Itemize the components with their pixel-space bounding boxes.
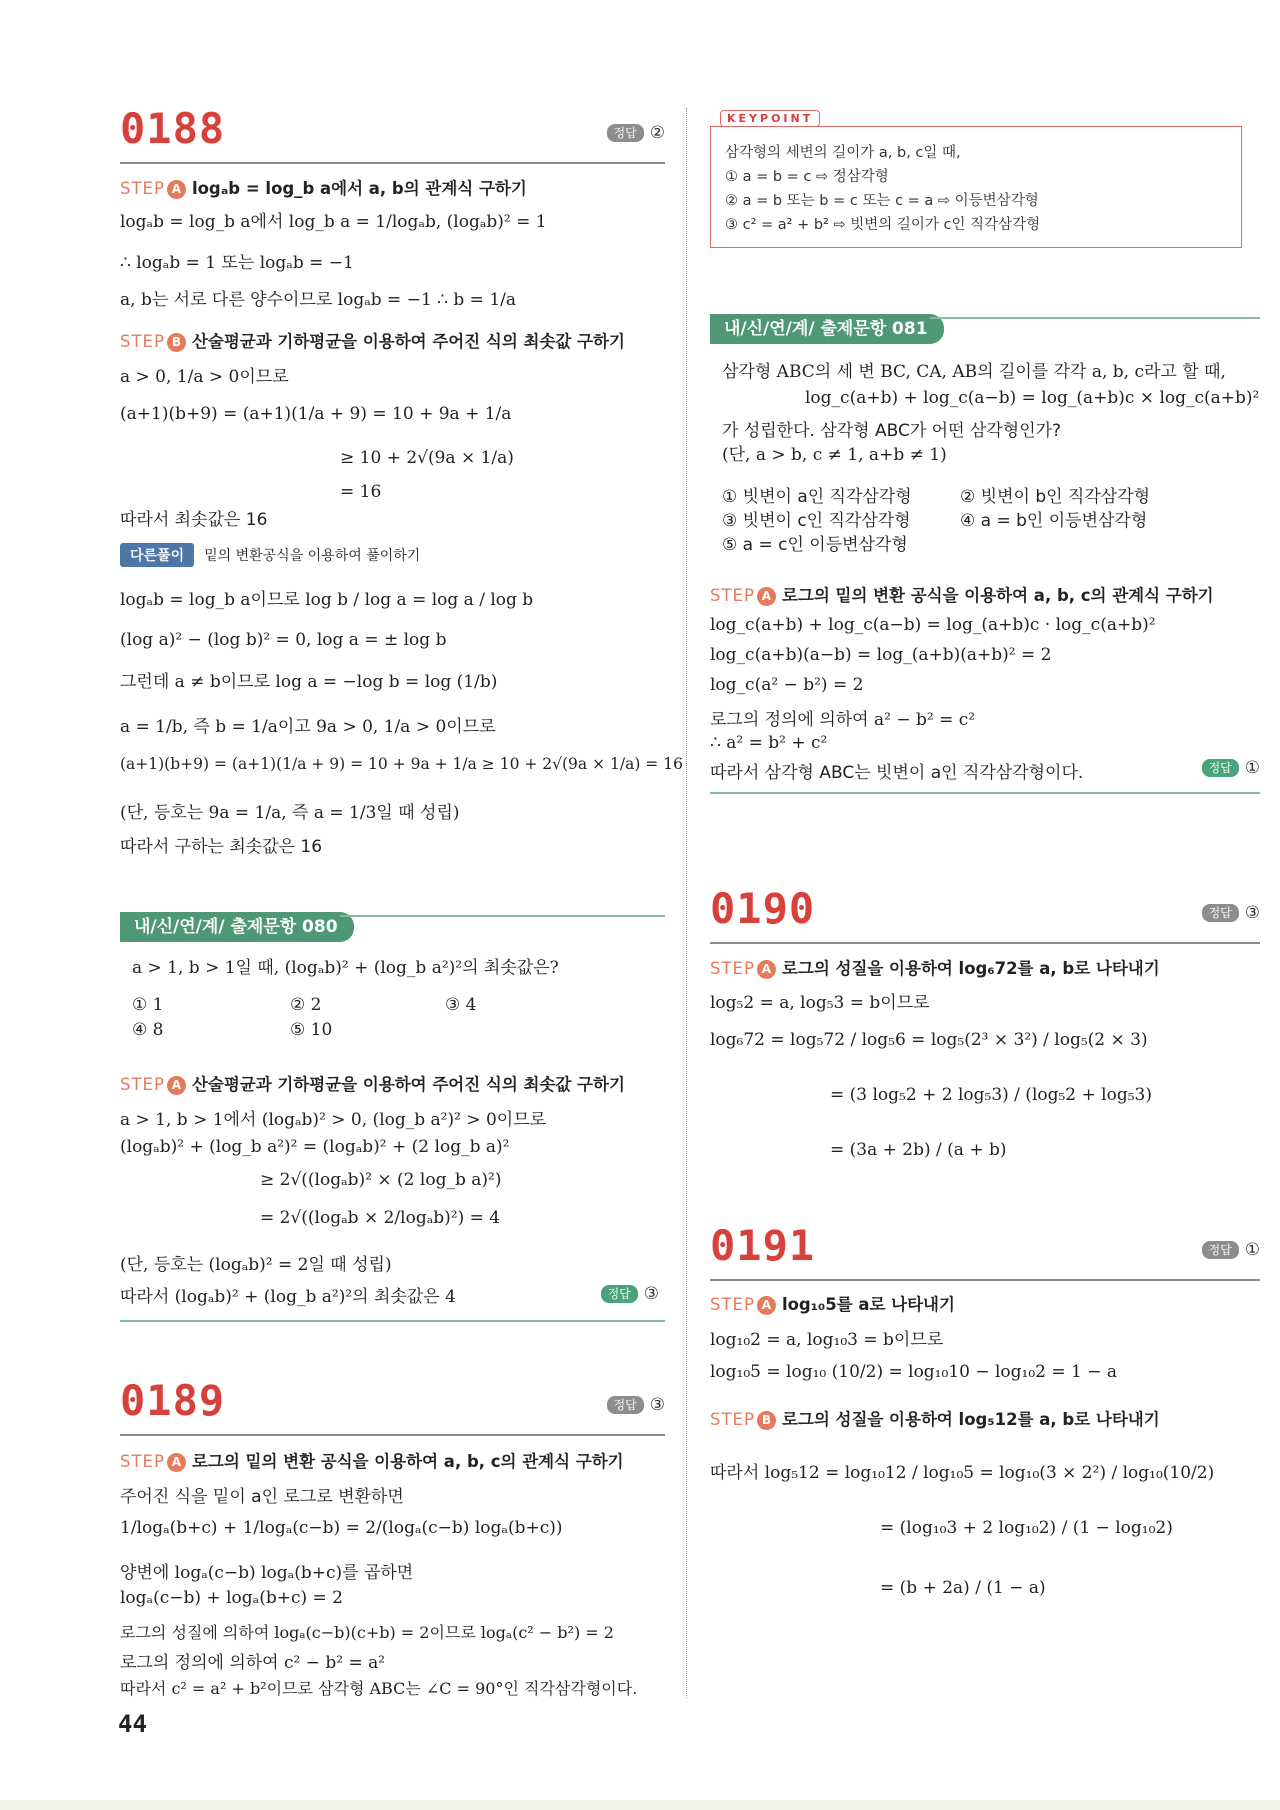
section-label: 내/신/연/계/ 출제문항 081 (710, 314, 944, 344)
solution-line: log_c(a² − b²) = 2 (710, 675, 864, 695)
solution-line: a, b는 서로 다른 양수이므로 logₐb = −1 ∴ b = 1/a (120, 290, 517, 310)
solution-line: 로그의 정의에 의하여 c² − b² = a² (120, 1653, 386, 1673)
choice: ② 2 (290, 995, 322, 1015)
header-rule (710, 1279, 1260, 1281)
solution-line: a > 0, 1/a > 0이므로 (120, 367, 289, 387)
answer-box (607, 1395, 665, 1415)
alt-line: (a+1)(b+9) = (a+1)(1/a + 9) = 10 + 9a + 1/a ≥ 10 + 2√(9a × 1/a) = 16 (120, 755, 683, 773)
question-text: a > 1, b > 1일 때, (logₐb)² + (log_b a²)²의 최솟값은? (132, 958, 559, 978)
solution-line: (단, 등호는 (logₐb)² = 2일 때 성립) (120, 1255, 392, 1275)
solution-line: (logₐb)² + (log_b a²)² = (logₐb)² + (2 log_b a)² (120, 1137, 510, 1157)
answer-value: ③ (1244, 903, 1260, 923)
answer-box (1202, 903, 1260, 923)
solution-line: ∴ logₐb = 1 또는 logₐb = −1 (120, 253, 354, 273)
solution-line: log₁₀5 = log₁₀ (10/2) = log₁₀10 − log₁₀2 = 1 − a (710, 1362, 1118, 1382)
solution-line: 따라서 log₅12 = log₁₀12 / log₁₀5 = log₁₀(3 × 2²) / log₁₀(10/2) (710, 1463, 1215, 1483)
choice: ③ 4 (445, 995, 477, 1015)
answer-value: ① (1244, 1240, 1260, 1260)
keypoint-box (710, 126, 1242, 248)
problem-number: 0190 (710, 884, 816, 933)
solution-line: a > 1, b > 1에서 (logₐb)² > 0, (log_b a²)² > 0이므로 (120, 1110, 547, 1130)
column-divider (686, 108, 687, 1698)
header-rule (120, 1434, 665, 1436)
step-a-heading: STEP A 로그의 성질을 이용하여 log₆72를 a, b로 나타내기 (710, 959, 1160, 978)
section-label: 내/신/연/계/ 출제문항 080 (120, 912, 354, 942)
alt-line: 따라서 구하는 최솟값은 16 (120, 837, 323, 857)
solution-line: log₆72 = log₅72 / log₅6 = log₅(2³ × 3²) / log₅(2 × 3) (710, 1030, 1148, 1050)
alternative-solution-tag: 다른풀이 밑의 변환공식을 이용하여 풀이하기 (120, 543, 420, 567)
solution-line: 양변에 logₐ(c−b) logₐ(b+c)를 곱하면 (120, 1563, 414, 1583)
alt-line: (단, 등호는 9a = 1/a, 즉 a = 1/3일 때 성립) (120, 803, 460, 823)
problem-0188-header (120, 104, 665, 153)
step-a-heading: STEP A 로그의 밑의 변환 공식을 이용하여 a, b, c의 관계식 구하기 (120, 1452, 624, 1471)
alt-line: (log a)² − (log b)² = 0, log a = ± log b (120, 630, 447, 650)
keypoint-line: ③ c² = a² + b² ⇨ 빗변의 길이가 c인 직각삼각형 (725, 217, 1041, 233)
solution-line: ∴ a² = b² + c² (710, 733, 828, 753)
answer-label: 정답 (1202, 1241, 1239, 1259)
problem-0191-header (710, 1221, 1260, 1270)
solution-line: = 2√((logₐb × 2/logₐb)²) = 4 (260, 1208, 501, 1228)
solution-line: = 16 (340, 482, 382, 502)
answer-box (1202, 1240, 1260, 1260)
answer-label: 정답 (601, 1285, 638, 1303)
alt-line: logₐb = log_b a이므로 log b / log a = log a / log b (120, 590, 534, 610)
solution-line: ≥ 10 + 2√(9a × 1/a) (340, 448, 514, 468)
problem-number: 0189 (120, 1376, 226, 1425)
answer-value: ① (1244, 758, 1260, 778)
step-a-heading: STEP A logₐb = log_b a에서 a, b의 관계식 구하기 (120, 179, 527, 198)
solution-line: 따라서 삼각형 ABC는 빗변이 a인 직각삼각형이다. (710, 763, 1084, 783)
step-b-heading: STEP B 산술평균과 기하평균을 이용하여 주어진 식의 최솟값 구하기 (120, 332, 625, 351)
answer-value: ③ (643, 1284, 659, 1304)
solution-line: log_c(a+b) + log_c(a−b) = log_(a+b)c · log_c(a+b)² (710, 615, 1156, 635)
solution-line: 주어진 식을 밑이 a인 로그로 변환하면 (120, 1487, 404, 1507)
alt-line: a = 1/b, 즉 b = 1/a이고 9a > 0, 1/a > 0이므로 (120, 717, 496, 737)
answer-value: ③ (649, 1395, 665, 1415)
question-line: log_c(a+b) + log_c(a−b) = log_(a+b)c × log_c(a+b)² (805, 388, 1260, 408)
answer-label: 정답 (1202, 904, 1239, 922)
choice: ④ 8 (132, 1020, 164, 1040)
step-a-heading: STEP A 산술평균과 기하평균을 이용하여 주어진 식의 최솟값 구하기 (120, 1075, 625, 1094)
choice: ⑤ 10 (290, 1020, 333, 1040)
keypoint-line: ① a = b = c ⇨ 정삼각형 (725, 169, 889, 185)
answer-value: ② (649, 123, 665, 143)
step-a-heading: STEP A log₁₀5를 a로 나타내기 (710, 1295, 955, 1314)
solution-line: 로그의 정의에 의하여 a² − b² = c² (710, 710, 976, 730)
choice: ⑤ a = c인 이등변삼각형 (722, 535, 908, 555)
choice: ③ 빗변이 c인 직각삼각형 (722, 511, 911, 531)
problem-number: 0188 (120, 104, 226, 153)
answer-label: 정답 (607, 124, 644, 142)
problem-0190-header (710, 884, 1260, 933)
problem-number: 0191 (710, 1221, 816, 1270)
keypoint-line: ② a = b 또는 b = c 또는 c = a ⇨ 이등변삼각형 (725, 193, 1039, 209)
keypoint-line: 삼각형의 세변의 길이가 a, b, c일 때, (725, 145, 961, 161)
solution-line: = (b + 2a) / (1 − a) (880, 1578, 1046, 1598)
answer-box (607, 123, 665, 143)
solution-line: (a+1)(b+9) = (a+1)(1/a + 9) = 10 + 9a + 1/a (120, 404, 512, 424)
keypoint-label: KEYPOINT (720, 110, 820, 127)
answer-box (1202, 758, 1260, 778)
question-line: 가 성립한다. 삼각형 ABC가 어떤 삼각형인가? (722, 421, 1062, 441)
solution-line: 따라서 (logₐb)² + (log_b a²)²의 최솟값은 4 (120, 1287, 456, 1307)
choice: ② 빗변이 b인 직각삼각형 (960, 487, 1151, 507)
choice: ④ a = b인 이등변삼각형 (960, 511, 1148, 531)
problem-0189-header (120, 1376, 665, 1425)
header-rule (710, 942, 1260, 944)
solution-line: = (3 log₅2 + 2 log₅3) / (log₅2 + log₅3) (830, 1085, 1152, 1105)
page-footer-strip (0, 1800, 1280, 1810)
choice: ① 1 (132, 995, 164, 1015)
step-a-heading: STEP A 로그의 밑의 변환 공식을 이용하여 a, b, c의 관계식 구하기 (710, 586, 1214, 605)
page-number: 44 (118, 1710, 147, 1738)
choice: ① 빗변이 a인 직각삼각형 (722, 487, 912, 507)
solution-line: logₐ(c−b) + logₐ(b+c) = 2 (120, 1588, 343, 1608)
question-line: (단, a > b, c ≠ 1, a+b ≠ 1) (722, 445, 947, 465)
answer-label: 정답 (1202, 759, 1239, 777)
solution-line: log₅2 = a, log₅3 = b이므로 (710, 993, 930, 1013)
answer-box (601, 1284, 659, 1304)
solution-line: log_c(a+b)(a−b) = log_(a+b)(a+b)² = 2 (710, 645, 1052, 665)
solution-line: logₐb = log_b a에서 log_b a = 1/logₐb, (logₐb)² = 1 (120, 212, 547, 232)
solution-line: 로그의 성질에 의하여 logₐ(c−b)(c+b) = 2이므로 logₐ(c² − b²) = 2 (120, 1623, 614, 1642)
solution-line: 따라서 최솟값은 16 (120, 510, 268, 530)
section-rule (340, 915, 665, 917)
question-line: 삼각형 ABC의 세 변 BC, CA, AB의 길이를 각각 a, b, c라고 할 때, (722, 362, 1226, 382)
section-rule (930, 317, 1260, 319)
alt-line: 그런데 a ≠ b이므로 log a = −log b = log (1/b) (120, 672, 498, 692)
answer-label: 정답 (607, 1396, 644, 1414)
section-rule (710, 792, 1260, 794)
step-b-heading: STEP B 로그의 성질을 이용하여 log₅12를 a, b로 나타내기 (710, 1410, 1160, 1429)
solution-line: = (3a + 2b) / (a + b) (830, 1140, 1007, 1160)
solution-line: = (log₁₀3 + 2 log₁₀2) / (1 − log₁₀2) (880, 1518, 1173, 1538)
solution-line: log₁₀2 = a, log₁₀3 = b이므로 (710, 1330, 944, 1350)
solution-line: 1/logₐ(b+c) + 1/logₐ(c−b) = 2/(logₐ(c−b) logₐ(b+c)) (120, 1518, 563, 1538)
header-rule (120, 162, 665, 164)
solution-line: 따라서 c² = a² + b²이므로 삼각형 ABC는 ∠C = 90°인 직각삼각형이다. (120, 1679, 638, 1698)
solution-line: ≥ 2√((logₐb)² × (2 log_b a)²) (260, 1170, 502, 1190)
section-rule (120, 1320, 665, 1322)
